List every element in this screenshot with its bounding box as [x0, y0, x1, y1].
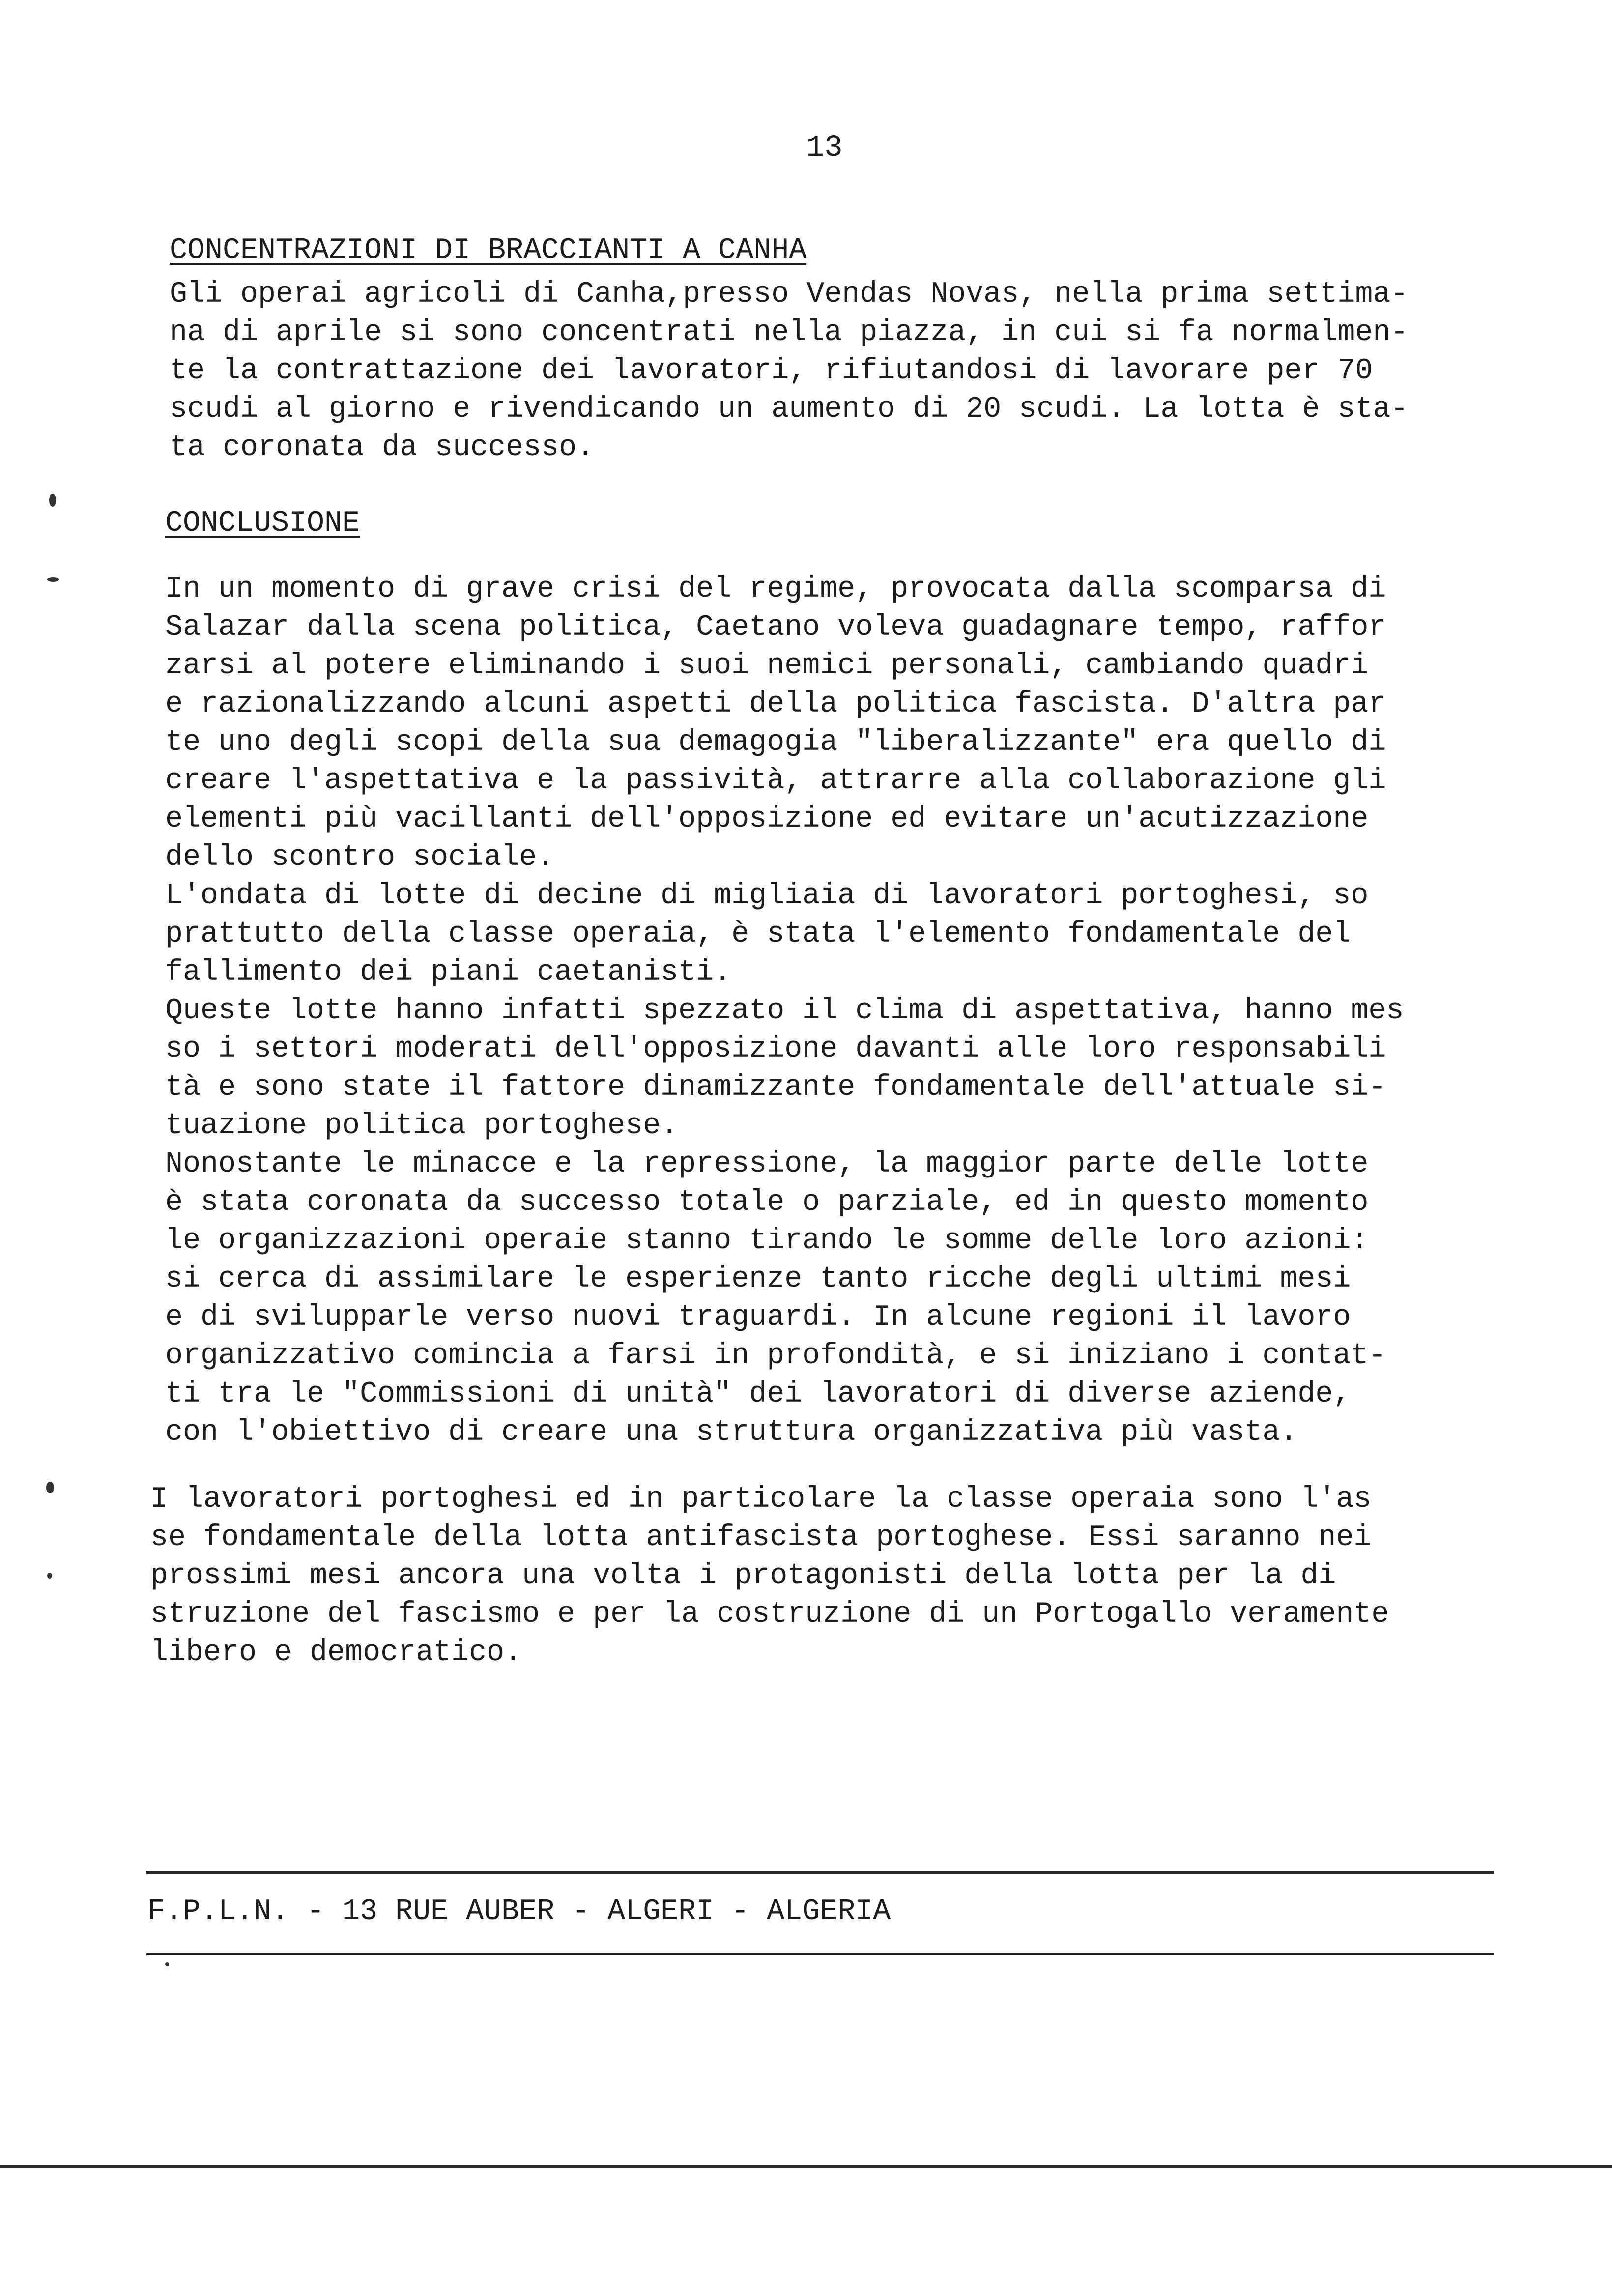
text-line: ti tra le "Commissioni di unità" dei lavoratori di diverse aziende,	[165, 1378, 1351, 1411]
section-heading-concentrazioni: CONCENTRAZIONI DI BRACCIANTI A CANHA	[170, 234, 807, 267]
text-line: tuazione politica portoghese.	[165, 1109, 679, 1143]
text-line: con l'obiettivo di creare una struttura organizzativa più vasta.	[165, 1416, 1298, 1449]
text-line: le organizzazioni operaie stanno tirando le somme delle loro azioni:	[165, 1224, 1369, 1258]
text-line: si cerca di assimilare le esperienze tanto ricche degli ultimi mesi	[165, 1263, 1351, 1296]
text-line: se fondamentale della lotta antifascista portoghese. Essi saranno nei	[150, 1521, 1372, 1554]
margin-mark	[47, 577, 59, 582]
text-line: te la contrattazione dei lavoratori, rifiutandosi di lavorare per 70	[170, 354, 1373, 388]
paragraph-concentrazioni	[170, 275, 1408, 467]
text-line: ta coronata da successo.	[170, 431, 595, 464]
page-number: 13	[806, 130, 843, 165]
text-line: creare l'aspettativa e la passività, attrarre alla collaborazione gli	[165, 764, 1386, 798]
margin-mark	[49, 494, 56, 507]
text-line: tà e sono state il fattore dinamizzante fondamentale dell'attuale si-	[165, 1071, 1386, 1104]
text-line: I lavoratori portoghesi ed in particolare la classe operaia sono l'as	[150, 1483, 1372, 1516]
page-edge-rule	[0, 2165, 1612, 2168]
footer-rule-bottom	[146, 1953, 1494, 1955]
text-line: scudi al giorno e rivendicando un aumento di 20 scudi. La lotta è sta-	[170, 393, 1409, 426]
margin-mark	[46, 1482, 54, 1493]
text-line: organizzativo comincia a farsi in profondità, e si iniziano i contat-	[165, 1339, 1386, 1373]
text-line: è stata coronata da successo totale o parziale, ed in questo momento	[165, 1186, 1369, 1219]
text-line: e razionalizzando alcuni aspetti della politica fascista. D'altra par	[165, 688, 1386, 721]
footer-address: F.P.L.N. - 13 RUE AUBER - ALGERI - ALGERIA	[147, 1895, 891, 1928]
paragraph-conclusione	[165, 570, 1404, 1452]
text-line: L'ondata di lotte di decine di migliaia di lavoratori portoghesi, so	[165, 879, 1369, 913]
text-line: na di aprile si sono concentrati nella piazza, in cui si fa normalmen-	[170, 316, 1409, 349]
text-line: Gli operai agricoli di Canha,presso Vendas Novas, nella prima settima-	[170, 278, 1409, 311]
text-line: e di svilupparle verso nuovi traguardi. In alcune regioni il lavoro	[165, 1301, 1351, 1334]
text-line: Queste lotte hanno infatti spezzato il clima di aspettativa, hanno mes	[165, 994, 1404, 1028]
text-line: prossimi mesi ancora una volta i protagonisti della lotta per la di	[150, 1559, 1336, 1593]
text-line: In un momento di grave crisi del regime, provocata dalla scomparsa di	[165, 573, 1386, 606]
text-line: Nonostante le minacce e la repressione, la maggior parte delle lotte	[165, 1148, 1369, 1181]
text-line: te uno degli scopi della sua demagogia "liberalizzante" era quello di	[165, 726, 1386, 759]
text-line: prattutto della classe operaia, è stata l'elemento fondamentale del	[165, 918, 1351, 951]
margin-mark	[165, 1962, 169, 1966]
margin-mark	[47, 1573, 52, 1578]
text-line: elementi più vacillanti dell'opposizione ed evitare un'acutizzazione	[165, 803, 1369, 836]
text-line: fallimento dei piani caetanisti.	[165, 956, 732, 989]
text-line: Salazar dalla scena politica, Caetano voleva guadagnare tempo, raffor	[165, 611, 1386, 644]
section-heading-conclusione: CONCLUSIONE	[165, 507, 360, 540]
text-line: libero e democratico.	[150, 1636, 522, 1669]
text-line: struzione del fascismo e per la costruzione di un Portogallo veramente	[150, 1598, 1389, 1631]
footer-rule-top	[146, 1871, 1494, 1874]
text-line: zarsi al potere eliminando i suoi nemici personali, cambiando quadri	[165, 649, 1369, 683]
paragraph-final	[150, 1480, 1389, 1672]
text-line: so i settori moderati dell'opposizione davanti alle loro responsabili	[165, 1033, 1386, 1066]
text-line: dello scontro sociale.	[165, 841, 555, 874]
